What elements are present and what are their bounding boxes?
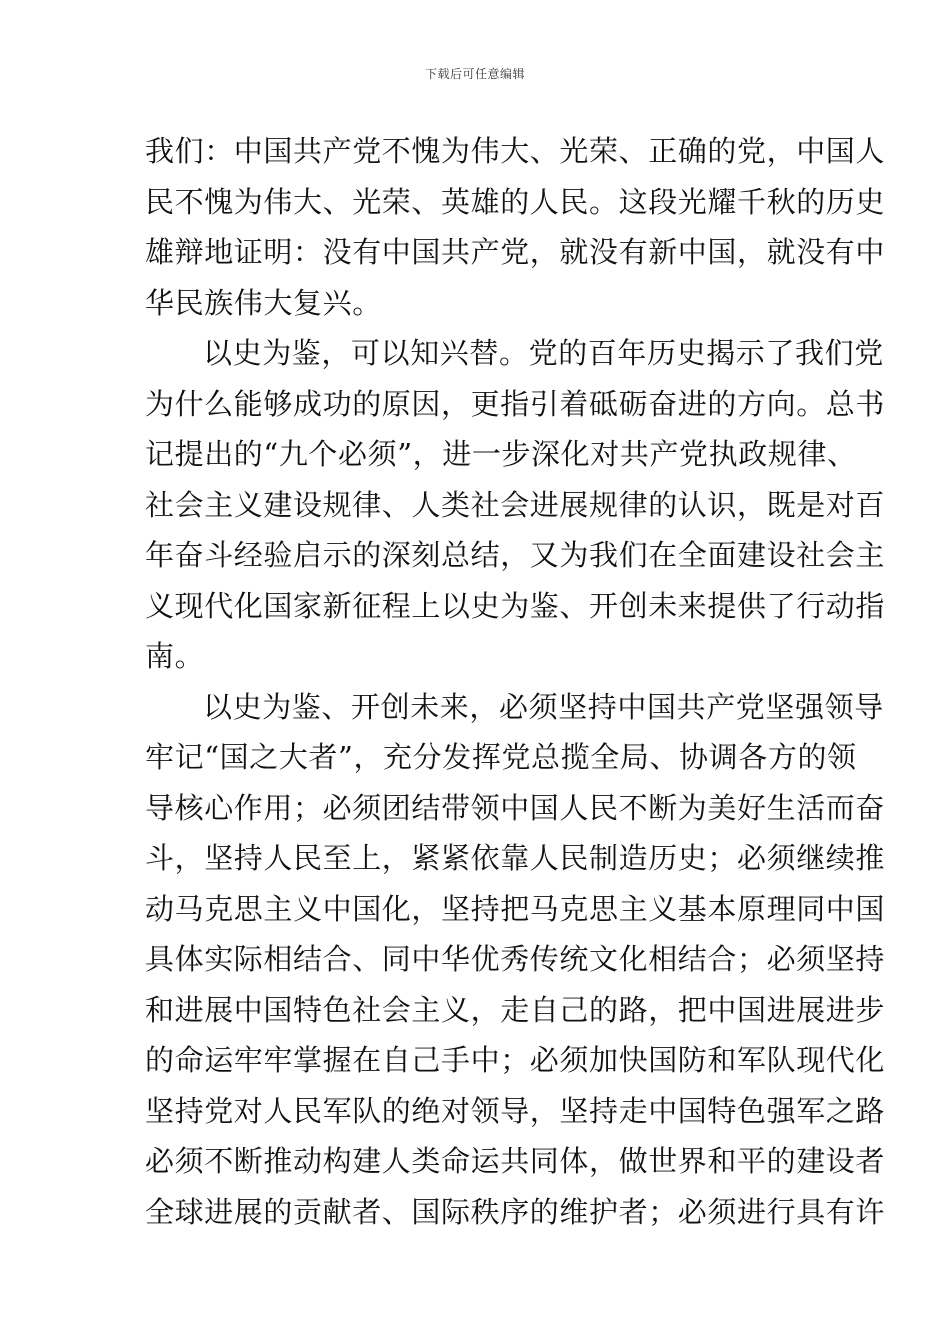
document-body [145, 126, 886, 1237]
paragraph-3-line-2: 牢记“国之大者”，充分发挥党总揽全局、协调各方的领 [145, 740, 857, 774]
paragraph-1-line-3: 雄辩地证明：没有中国共产党，就没有新中国，就没有中 [145, 235, 886, 269]
paragraph-3-line-4: 斗，坚持人民至上，紧紧依靠人民制造历史；必须继续推 [145, 841, 886, 875]
paragraph-3-line-3: 导核心作用；必须团结带领中国人民不断为美好生活而奋 [145, 790, 886, 825]
paragraph-3-line-9: 坚持党对人民军队的绝对领导，坚持走中国特色强军之路 [145, 1093, 886, 1128]
paragraph-3-line-11: 全球进展的贡献者、国际秩序的维护者；必须进行具有许 [145, 1194, 886, 1229]
paragraph-1-line-4: 华民族伟大复兴。 [145, 285, 382, 320]
paragraph-2-line-7: 南。 [145, 639, 205, 673]
paragraph-3-line-10: 必须不断推动构建人类命运共同体，做世界和平的建设者 [145, 1144, 886, 1178]
page-header: 下载后可任意编辑 [424, 67, 525, 81]
paragraph-3-line-7: 和进展中国特色社会主义，走自己的路，把中国进展进步 [145, 992, 886, 1027]
paragraph-3-line-1: 以史为鉴、开创未来，必须坚持中国共产党坚强领导 [203, 689, 884, 724]
paragraph-1-line-2: 民不愧为伟大、光荣、英雄的人民。这段光耀千秋的历史 [145, 184, 886, 219]
paragraph-3-line-8: 的命运牢牢掌握在自己手中；必须加快国防和军队现代化 [145, 1043, 886, 1077]
paragraph-2-line-5: 年奋斗经验启示的深刻总结，又为我们在全面建设社会主 [145, 538, 886, 572]
paragraph-2-line-3: 记提出的“九个必须”，进一步深化对共产党执政规律、 [145, 437, 857, 471]
paragraph-2-line-6: 义现代化国家新征程上以史为鉴、开创未来提供了行动指 [145, 588, 886, 623]
paragraph-2-line-4: 社会主义建设规律、人类社会进展规律的认识，既是对百 [145, 487, 886, 522]
paragraph-2-line-2: 为什么能够成功的原因，更指引着砥砺奋进的方向。总书 [145, 386, 886, 421]
paragraph-1-line-1: 我们：中国共产党不愧为伟大、光荣、正确的党，中国人 [145, 134, 886, 168]
paragraph-3-line-6: 具体实际相结合、同中华优秀传统文化相结合；必须坚持 [145, 942, 886, 976]
paragraph-2-line-1: 以史为鉴，可以知兴替。党的百年历史揭示了我们党 [203, 336, 884, 370]
paragraph-3-line-5: 动马克思主义中国化，坚持把马克思主义基本原理同中国 [145, 891, 886, 926]
